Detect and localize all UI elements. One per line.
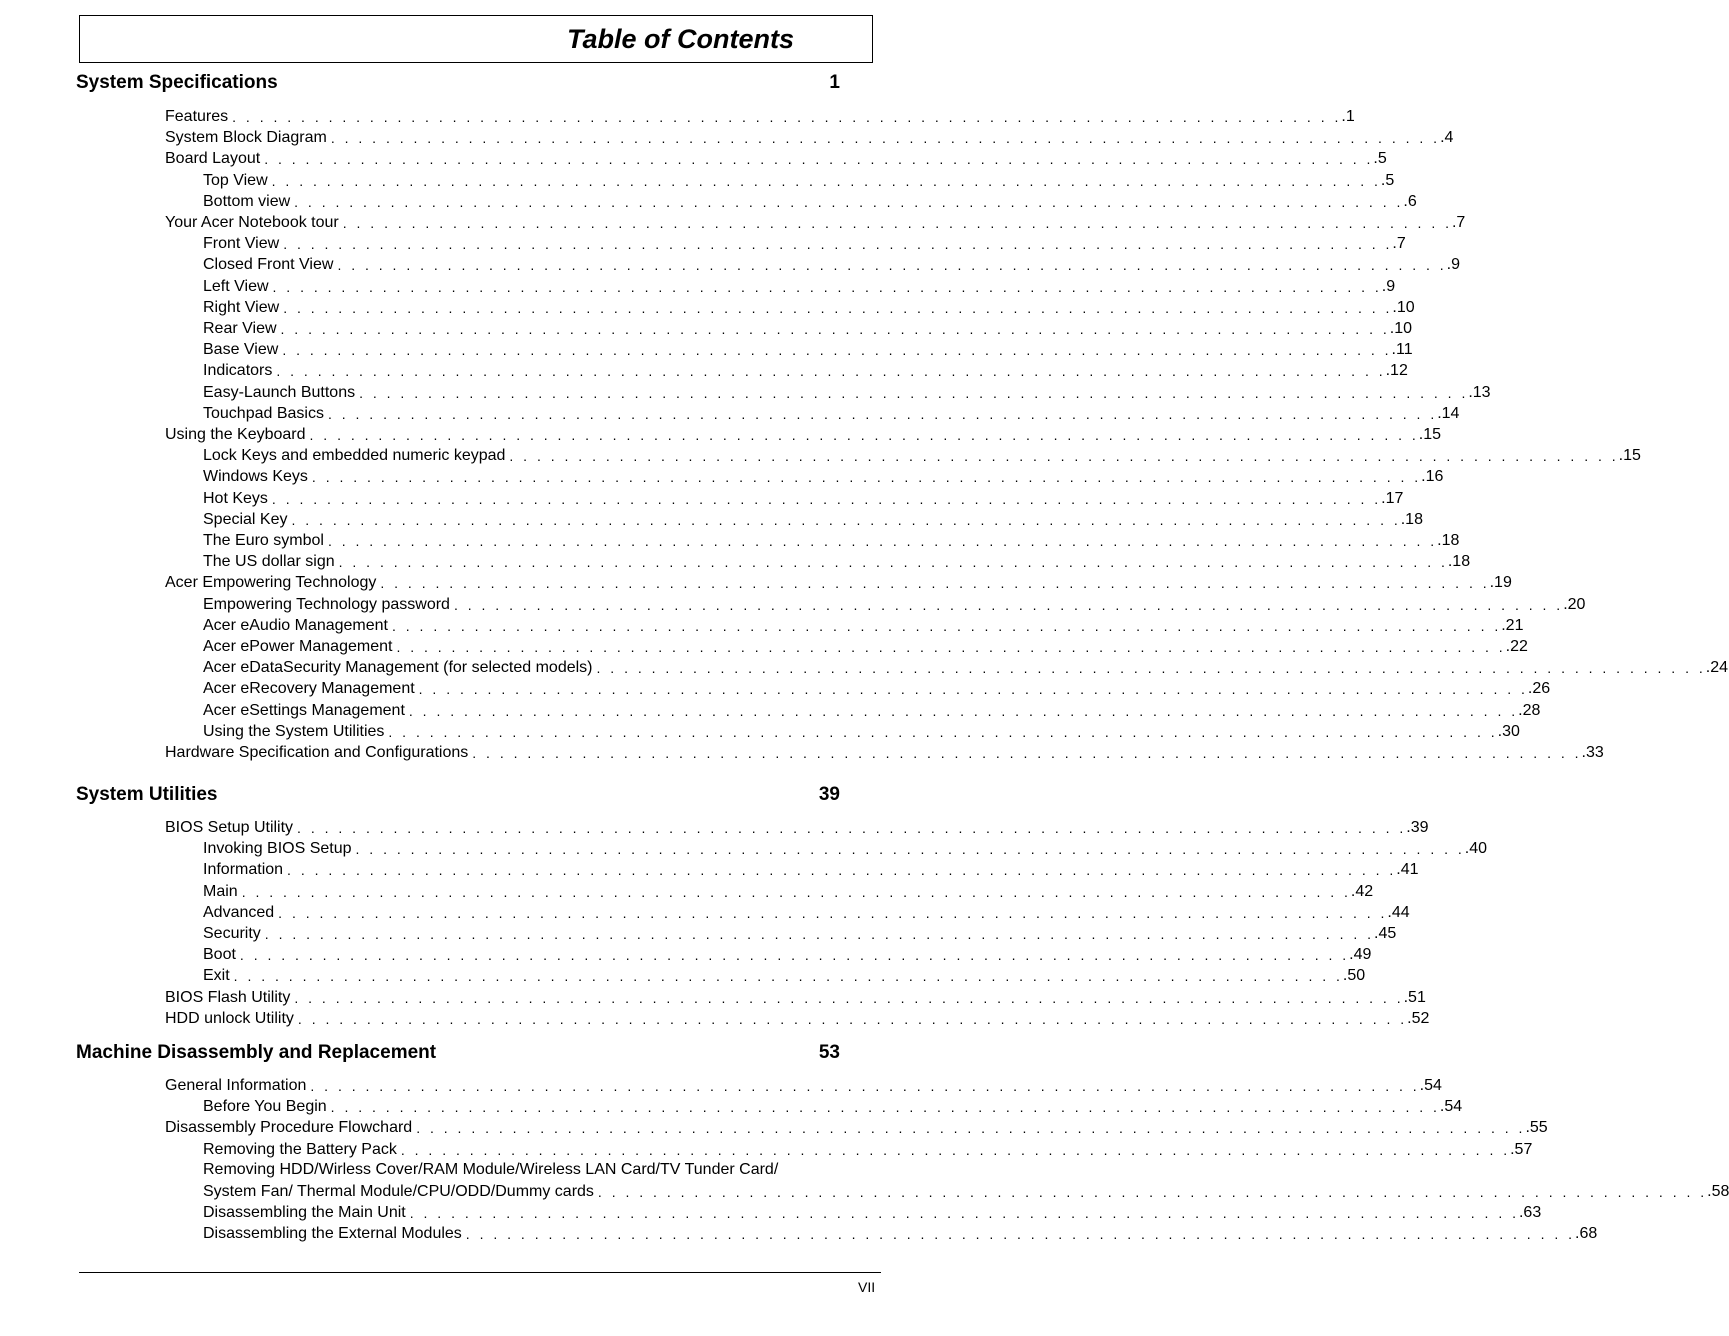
toc-subentry[interactable]	[203, 616, 1524, 636]
toc-subentry[interactable]	[203, 839, 1488, 859]
toc-subentry[interactable]	[203, 658, 1728, 678]
dot-leader: . . . . . . . . . . . . . . . . . . . . . . . . . . . . . . . . . . . . . . . . . . . . . . . . . . . . . . . . . . . . . . . . . . . . . . . . . . . . . . . . .	[472, 745, 1582, 761]
entry-title: Indicators	[203, 362, 273, 380]
entry-title: Touchpad Basics	[203, 404, 324, 422]
dot-leader: . . . . . . . . . . . . . . . . . . . . . . . . . . . . . . . . . . . . . . . . . . . . . . . . . . . . . . . . . . . . . . . . . . . . . . . . . . . . . . . . .	[342, 215, 1452, 231]
dot-leader: . . . . . . . . . . . . . . . . . . . . . . . . . . . . . . . . . . . . . . . . . . . . . . . . . . . . . . . . . . . . . . . . . . . . . . . . . . . . . . . . .	[271, 172, 1381, 189]
entry-page-number: .10	[1392, 298, 1415, 316]
dot-leader: . . . . . . . . . . . . . . . . . . . . . . . . . . . . . . . . . . . . . . . . . . . . . . . . . . . . . . . . . . . . . . . . . . . . . . . . . . . . . . . . .	[280, 321, 1390, 337]
toc-subentry[interactable]	[203, 467, 1444, 487]
toc-subentry[interactable]	[203, 531, 1460, 551]
entry-page-number: .9	[1446, 256, 1461, 274]
entry-page-number: .18	[1400, 510, 1423, 528]
section-heading[interactable]	[76, 1039, 840, 1067]
dot-leader: . . . . . . . . . . . . . . . . . . . . . . . . . . . . . . . . . . . . . . . . . . . . . . . . . . . . . . . . . . . . . . . . . . . . . . . . . . . . . . . . .	[418, 681, 1528, 698]
toc-subentry[interactable]	[203, 1224, 1598, 1244]
section-title: Machine Disassembly and Replacement	[76, 1042, 437, 1063]
entry-title: Acer eAudio Management	[203, 616, 388, 634]
dot-leader: . . . . . . . . . . . . . . . . . . . . . . . . . . . . . . . . . . . . . . . . . . . . . . . . . . . . . . . . . . . . . . . . . . . . . . . . . . . . . . . . .	[327, 533, 1438, 549]
toc-subentry[interactable]	[203, 722, 1520, 742]
dot-leader: . . . . . . . . . . . . . . . . . . . . . . . . . . . . . . . . . . . . . . . . . . . . . . . . . . . . . . . . . . . . . . . . . . . . . . . . . . . . . . . . .	[408, 702, 1519, 719]
entry-title: Acer eRecovery Management	[203, 680, 415, 698]
section-title: System Specifications	[76, 72, 278, 93]
footer-divider	[79, 1272, 881, 1273]
dot-leader: . . . . . . . . . . . . . . . . . . . . . . . . . . . . . . . . . . . . . . . . . . . . . . . . . . . . . . . . . . . . . . . . . . . . . . . . . . . . . . . . .	[294, 989, 1404, 1006]
entry-title: Exit	[203, 967, 230, 985]
dot-leader: . . . . . . . . . . . . . . . . . . . . . . . . . . . . . . . . . . . . . . . . . . . . . . . . . . . . . . . . . . . . . . . . . . . . . . . . . . . . . . . . .	[233, 968, 1343, 985]
dot-leader: . . . . . . . . . . . . . . . . . . . . . . . . . . . . . . . . . . . . . . . . . . . . . . . . . . . . . . . . . . . . . . . . . . . . . . . . . . . . . . . . .	[239, 947, 1350, 964]
entry-title: Before You Begin	[203, 1098, 327, 1116]
toc-subentry[interactable]	[203, 1140, 1533, 1160]
toc-subentry[interactable]	[203, 489, 1404, 509]
entry-title: Boot	[203, 946, 236, 964]
entry-title: Base View	[203, 341, 279, 359]
entry-page-number: .63	[1518, 1204, 1542, 1222]
entry-page-number: .19	[1489, 574, 1512, 592]
entry-title: Right View	[203, 298, 280, 316]
toc-subentry[interactable]	[203, 552, 1471, 572]
dot-leader: . . . . . . . . . . . . . . . . . . . . . . . . . . . . . . . . . . . . . . . . . . . . . . . . . . . . . . . . . . . . . . . . . . . . . . . . . . . . . . . . .	[264, 926, 1375, 942]
entry-page-number: .55	[1525, 1119, 1548, 1137]
entry-page-number: .5	[1380, 171, 1395, 189]
toc-subentry[interactable]	[203, 860, 1419, 880]
toc-subentry[interactable]	[203, 966, 1366, 986]
entry-title: Front View	[203, 235, 280, 253]
dot-leader: . . . . . . . . . . . . . . . . . . . . . . . . . . . . . . . . . . . . . . . . . . . . . . . . . . . . . . . . . . . . . . . . . . . . . . . . . . . . . . . . .	[327, 405, 1438, 422]
entry-title: Information	[203, 861, 284, 879]
entry-title: Special Key	[203, 510, 288, 528]
entry-page-number: .11	[1391, 341, 1413, 359]
toc-subentry[interactable]	[203, 882, 1374, 902]
entry-page-number: .51	[1403, 988, 1426, 1006]
entry-page-number: .6	[1403, 192, 1417, 210]
toc-subentry[interactable]	[203, 679, 1551, 699]
entry-title: Bottom view	[203, 192, 291, 210]
toc-subentry[interactable]	[203, 1203, 1542, 1223]
entry-title: HDD unlock Utility	[165, 1009, 294, 1027]
entry-title: BIOS Setup Utility	[165, 819, 294, 836]
entry-title: Disassembly Procedure Flowchard	[165, 1119, 413, 1137]
entry-title: System Block Diagram	[165, 129, 327, 147]
entry-page-number: .7	[1451, 214, 1466, 231]
entry-page-number: .9	[1381, 277, 1396, 295]
entry-page-number: .33	[1581, 744, 1604, 761]
entry-page-number: .49	[1349, 946, 1372, 964]
toc-entry[interactable]	[165, 1076, 1442, 1096]
entry-title: General Information	[165, 1077, 307, 1094]
entry-page-number: .58	[1707, 1183, 1729, 1200]
toc-subentry[interactable]	[203, 340, 1413, 360]
entry-page-number: .16	[1421, 468, 1444, 486]
toc-subentry[interactable]	[203, 234, 1406, 254]
dot-leader: . . . . . . . . . . . . . . . . . . . . . . . . . . . . . . . . . . . . . . . . . . . . . . . . . . . . . . . . . . . . . . . . . . . . . . . . . . . . . . . . .	[380, 575, 1490, 592]
entry-title: Removing HDD/Wirless Cover/RAM Module/Wireless LAN Card/TV Tunder Card/	[203, 1160, 779, 1178]
toc-entry[interactable]	[165, 213, 1466, 233]
toc-subentry[interactable]	[203, 171, 1395, 191]
entry-page-number: .28	[1518, 701, 1541, 719]
dot-leader: . . . . . . . . . . . . . . . . . . . . . . . . . . . . . . . . . . . . . . . . . . . . . . . . . . . . . . . . . . . . . . . . . . . . . . . . . . . . . . . . .	[283, 299, 1393, 316]
entry-title: Left View	[203, 277, 269, 295]
section-page-number: 53	[818, 1042, 840, 1063]
dot-leader: . . . . . . . . . . . . . . . . . . . . . . . . . . . . . . . . . . . . . . . . . . . . . . . . . . . . . . . . . . . . . . . . . . . . . . . . . . . . . . . . .	[297, 820, 1407, 836]
dot-leader: . . . . . . . . . . . . . . . . . . . . . . . . . . . . . . . . . . . . . . . . . . . . . . . . . . . . . . . . . . . . . . . . . . . . . . . . . . . . . . . . .	[392, 617, 1502, 634]
entry-page-number: .41	[1396, 861, 1419, 879]
dot-leader: . . . . . . . . . . . . . . . . . . . . . . . . . . . . . . . . . . . . . . . . . . . . . . . . . . . . . . . . . . . . . . . . . . . . . . . . . . . . . . . . .	[596, 660, 1706, 677]
entry-page-number: .13	[1468, 383, 1491, 401]
toc-entry[interactable]	[165, 149, 1387, 169]
entry-page-number: .17	[1381, 489, 1404, 507]
dot-leader: . . . . . . . . . . . . . . . . . . . . . . . . . . . . . . . . . . . . . . . . . . . . . . . . . . . . . . . . . . . . . . . . . . . . . . . . . . . . . . . . .	[271, 490, 1382, 507]
dot-leader: . . . . . . . . . . . . . . . . . . . . . . . . . . . . . . . . . . . . . . . . . . . . . . . . . . . . . . . . . . . . . . . . . . . . . . . . . . . . . . . . .	[400, 1141, 1511, 1158]
dot-leader: . . . . . . . . . . . . . . . . . . . . . . . . . . . . . . . . . . . . . . . . . . . . . . . . . . . . . . . . . . . . . . . . . . . . . . . . . . . . . . . . .	[416, 1120, 1526, 1137]
toc-entry[interactable]	[165, 425, 1442, 445]
dot-leader: . . . . . . . . . . . . . . . . . . . . . . . . . . . . . . . . . . . . . . . . . . . . . . . . . . . . . . . . . . . . . . . . . . . . . . . . . . . . . . . . .	[409, 1205, 1519, 1222]
entry-page-number: .12	[1385, 362, 1408, 380]
entry-page-number: .18	[1447, 553, 1471, 571]
entry-page-number: .54	[1439, 1098, 1463, 1116]
entry-title: Features	[165, 108, 229, 125]
entry-page-number: .68	[1575, 1225, 1598, 1243]
entry-page-number: .39	[1406, 819, 1429, 836]
toc-subentry[interactable]	[203, 361, 1408, 381]
dot-leader: . . . . . . . . . . . . . . . . . . . . . . . . . . . . . . . . . . . . . . . . . . . . . . . . . . . . . . . . . . . . . . . . . . . . . . . . . . . . . . . . .	[355, 841, 1465, 858]
entry-title: Acer Empowering Technology	[165, 574, 377, 592]
dot-leader: . . . . . . . . . . . . . . . . . . . . . . . . . . . . . . . . . . . . . . . . . . . . . . . . . . . . . . . . . . . . . . . . . . . . . . . . . . . . . . . . .	[272, 278, 1382, 295]
entry-page-number: .5	[1373, 150, 1387, 168]
toc-subentry[interactable]	[203, 510, 1423, 530]
dot-leader: . . . . . . . . . . . . . . . . . . . . . . . . . . . . . . . . . . . . . . . . . . . . . . . . . . . . . . . . . . . . . . . . . . . . . . . . . . . . . . . . .	[282, 342, 1392, 359]
toc-entry[interactable]	[165, 743, 1604, 763]
entry-title: Invoking BIOS Setup	[203, 840, 352, 858]
dot-leader: . . . . . . . . . . . . . . . . . . . . . . . . . . . . . . . . . . . . . . . . . . . . . . . . . . . . . . . . . . . . . . . . . . . . . . . . . . . . . . . . .	[241, 883, 1351, 900]
toc-subentry[interactable]	[203, 319, 1412, 339]
dot-leader: . . . . . . . . . . . . . . . . . . . . . . . . . . . . . . . . . . . . . . . . . . . . . . . . . . . . . . . . . . . . . . . . . . . . . . . . . . . . . . . . .	[311, 469, 1422, 486]
toc-entry[interactable]	[165, 128, 1454, 148]
dot-leader: . . . . . . . . . . . . . . . . . . . . . . . . . . . . . . . . . . . . . . . . . . . . . . . . . . . . . . . . . . . . . . . . . . . . . . . . . . . . . . . . .	[388, 723, 1498, 740]
entry-page-number: .21	[1501, 616, 1524, 634]
entry-title: Disassembling the Main Unit	[203, 1204, 406, 1222]
dot-leader: . . . . . . . . . . . . . . . . . . . . . . . . . . . . . . . . . . . . . . . . . . . . . . . . . . . . . . . . . . . . . . . . . . . . . . . . . . . . . . . . .	[337, 257, 1447, 274]
entry-title: Easy-Launch Buttons	[203, 383, 356, 401]
toc-subentry[interactable]	[203, 595, 1586, 615]
entry-title: Acer eSettings Management	[203, 701, 405, 719]
dot-leader: . . . . . . . . . . . . . . . . . . . . . . . . . . . . . . . . . . . . . . . . . . . . . . . . . . . . . . . . . . . . . . . . . . . . . . . . . . . . . . . . .	[287, 862, 1397, 879]
entry-page-number: .30	[1497, 722, 1520, 740]
entry-title: Acer eDataSecurity Management (for selected models)	[203, 659, 593, 677]
entry-title: Lock Keys and embedded numeric keypad	[203, 447, 506, 465]
entry-page-number: .42	[1350, 882, 1374, 900]
dot-leader: . . . . . . . . . . . . . . . . . . . . . . . . . . . . . . . . . . . . . . . . . . . . . . . . . . . . . . . . . . . . . . . . . . . . . . . . . . . . . . . . .	[330, 1099, 1440, 1116]
toc-subentry[interactable]	[203, 903, 1410, 923]
entry-title: Removing the Battery Pack	[203, 1140, 397, 1158]
entry-page-number: .52	[1407, 1009, 1430, 1027]
entry-title: Hardware Specification and Configurations	[165, 744, 469, 761]
entry-title: The Euro symbol	[203, 532, 324, 549]
entry-page-number: .50	[1342, 967, 1366, 985]
toc-subentry[interactable]	[203, 446, 1641, 466]
entry-page-number: .26	[1527, 680, 1551, 698]
toc-subentry[interactable]	[203, 277, 1396, 297]
dot-leader: . . . . . . . . . . . . . . . . . . . . . . . . . . . . . . . . . . . . . . . . . . . . . . . . . . . . . . . . . . . . . . . . . . . . . . . . . . . . . . . . .	[453, 596, 1564, 613]
entry-title: Using the System Utilities	[203, 722, 385, 740]
entry-page-number: .10	[1389, 320, 1412, 337]
toc-entry[interactable]	[165, 1009, 1430, 1029]
entry-page-number: .24	[1705, 659, 1728, 677]
entry-title: Your Acer Notebook tour	[165, 214, 339, 231]
dot-leader: . . . . . . . . . . . . . . . . . . . . . . . . . . . . . . . . . . . . . . . . . . . . . . . . . . . . . . . . . . . . . . . . . . . . . . . . . . . . . . . . .	[338, 554, 1448, 571]
entry-page-number: .7	[1392, 235, 1406, 253]
entry-title: Main	[203, 882, 238, 900]
dot-leader: . . . . . . . . . . . . . . . . . . . . . . . . . . . . . . . . . . . . . . . . . . . . . . . . . . . . . . . . . . . . . . . . . . . . . . . . . . . . . . . . .	[396, 639, 1506, 655]
dot-leader: . . . . . . . . . . . . . . . . . . . . . . . . . . . . . . . . . . . . . . . . . . . . . . . . . . . . . . . . . . . . . . . . . . . . . . . . . . . . . . . . .	[264, 151, 1374, 168]
toc-entry[interactable]	[165, 107, 1355, 127]
toc-subentry[interactable]	[203, 255, 1461, 275]
toc-subentry[interactable]	[203, 1097, 1463, 1117]
entry-title: Board Layout	[165, 150, 261, 168]
section-page-number: 1	[829, 72, 840, 93]
toc-subentry[interactable]	[203, 924, 1397, 944]
toc-subentry[interactable]	[203, 1161, 840, 1181]
toc-entry[interactable]	[165, 818, 1429, 838]
entry-title: Windows Keys	[203, 468, 308, 486]
dot-leader: . . . . . . . . . . . . . . . . . . . . . . . . . . . . . . . . . . . . . . . . . . . . . . . . . . . . . . . . . . . . . . . . . . . . . . . . . . . . . . . . .	[232, 109, 1342, 125]
toc-entry[interactable]	[165, 573, 1512, 593]
entry-title: The US dollar sign	[203, 553, 335, 571]
toc-subentry[interactable]	[203, 383, 1491, 403]
entry-page-number: .15	[1618, 447, 1641, 465]
dot-leader: . . . . . . . . . . . . . . . . . . . . . . . . . . . . . . . . . . . . . . . . . . . . . . . . . . . . . . . . . . . . . . . . . . . . . . . . . . . . . . . . .	[291, 511, 1401, 528]
entry-title: System Fan/ Thermal Module/CPU/ODD/Dummy cards	[203, 1183, 594, 1200]
entry-title: Closed Front View	[203, 256, 334, 274]
dot-leader: . . . . . . . . . . . . . . . . . . . . . . . . . . . . . . . . . . . . . . . . . . . . . . . . . . . . . . . . . . . . . . . . . . . . . . . . . . . . . . . . .	[597, 1184, 1708, 1200]
toc-subentry[interactable]	[203, 298, 1415, 318]
dot-leader: . . . . . . . . . . . . . . . . . . . . . . . . . . . . . . . . . . . . . . . . . . . . . . . . . . . . . . . . . . . . . . . . . . . . . . . . . . . . . . . . .	[278, 904, 1388, 921]
section-title: System Utilities	[76, 784, 218, 805]
entry-page-number: .18	[1437, 532, 1460, 549]
entry-page-number: .40	[1464, 840, 1488, 858]
entry-title: Acer ePower Management	[203, 638, 393, 655]
entry-title: Advanced	[203, 903, 275, 921]
entry-title: Security	[203, 925, 261, 942]
page-title: Table of Contents	[567, 24, 794, 54]
dot-leader: . . . . . . . . . . . . . . . . . . . . . . . . . . . . . . . . . . . . . . . . . . . . . . . . . . . . . . . . . . . . . . . . . . . . . . . . . . . . . . . . .	[359, 384, 1469, 401]
entry-page-number: .44	[1387, 903, 1410, 921]
entry-page-number: .14	[1437, 404, 1460, 422]
toc-subentry[interactable]	[203, 404, 1460, 424]
dot-leader: . . . . . . . . . . . . . . . . . . . . . . . . . . . . . . . . . . . . . . . . . . . . . . . . . . . . . . . . . . . . . . . . . . . . . . . . . . . . . . . . .	[330, 130, 1441, 147]
toc-subentry[interactable]	[203, 192, 1417, 212]
section-page-number: 39	[818, 784, 840, 805]
entry-title: Disassembling the External Modules	[203, 1225, 462, 1243]
section-heading[interactable]	[76, 781, 840, 809]
entry-page-number: .45	[1374, 925, 1397, 942]
dot-leader: . . . . . . . . . . . . . . . . . . . . . . . . . . . . . . . . . . . . . . . . . . . . . . . . . . . . . . . . . . . . . . . . . . . . . . . . . . . . . . . . .	[297, 1010, 1408, 1027]
dot-leader: . . . . . . . . . . . . . . . . . . . . . . . . . . . . . . . . . . . . . . . . . . . . . . . . . . . . . . . . . . . . . . . . . . . . . . . . . . . . . . . . .	[276, 363, 1386, 380]
entry-title: Using the Keyboard	[165, 426, 306, 443]
toc-subentry[interactable]	[203, 637, 1528, 657]
entry-title: Hot Keys	[203, 489, 268, 507]
entry-page-number: .4	[1440, 129, 1454, 147]
entry-page-number: .15	[1418, 426, 1442, 443]
toc-entry[interactable]	[165, 988, 1426, 1008]
dot-leader: . . . . . . . . . . . . . . . . . . . . . . . . . . . . . . . . . . . . . . . . . . . . . . . . . . . . . . . . . . . . . . . . . . . . . . . . . . . . . . . . .	[509, 448, 1619, 465]
entry-page-number: .22	[1505, 638, 1528, 655]
entry-page-number: .20	[1563, 595, 1586, 613]
entry-title: Empowering Technology password	[203, 595, 450, 613]
toc-subentry[interactable]	[203, 945, 1372, 965]
toc-entry[interactable]	[165, 1118, 1548, 1138]
dot-leader: . . . . . . . . . . . . . . . . . . . . . . . . . . . . . . . . . . . . . . . . . . . . . . . . . . . . . . . . . . . . . . . . . . . . . . . . . . . . . . . . .	[283, 236, 1393, 253]
toc-subentry[interactable]	[203, 701, 1541, 721]
dot-leader: . . . . . . . . . . . . . . . . . . . . . . . . . . . . . . . . . . . . . . . . . . . . . . . . . . . . . . . . . . . . . . . . . . . . . . . . . . . . . . . . .	[309, 427, 1419, 443]
dot-leader: . . . . . . . . . . . . . . . . . . . . . . . . . . . . . . . . . . . . . . . . . . . . . . . . . . . . . . . . . . . . . . . . . . . . . . . . . . . . . . . . .	[465, 1226, 1576, 1243]
toc-subentry[interactable]	[203, 1182, 1729, 1202]
entry-page-number: .54	[1419, 1077, 1442, 1094]
entry-title: BIOS Flash Utility	[165, 988, 291, 1006]
dot-leader: . . . . . . . . . . . . . . . . . . . . . . . . . . . . . . . . . . . . . . . . . . . . . . . . . . . . . . . . . . . . . . . . . . . . . . . . . . . . . . . . .	[310, 1078, 1420, 1094]
dot-leader: . . . . . . . . . . . . . . . . . . . . . . . . . . . . . . . . . . . . . . . . . . . . . . . . . . . . . . . . . . . . . . . . . . . . . . . . . . . . . . . . .	[294, 193, 1404, 210]
entry-page-number: .1	[1341, 108, 1355, 125]
footer-page-number: VII	[858, 1279, 876, 1295]
entry-title: Rear View	[203, 320, 277, 337]
entry-title: Top View	[203, 171, 268, 189]
entry-page-number: .57	[1510, 1140, 1533, 1158]
section-heading[interactable]	[76, 69, 840, 97]
